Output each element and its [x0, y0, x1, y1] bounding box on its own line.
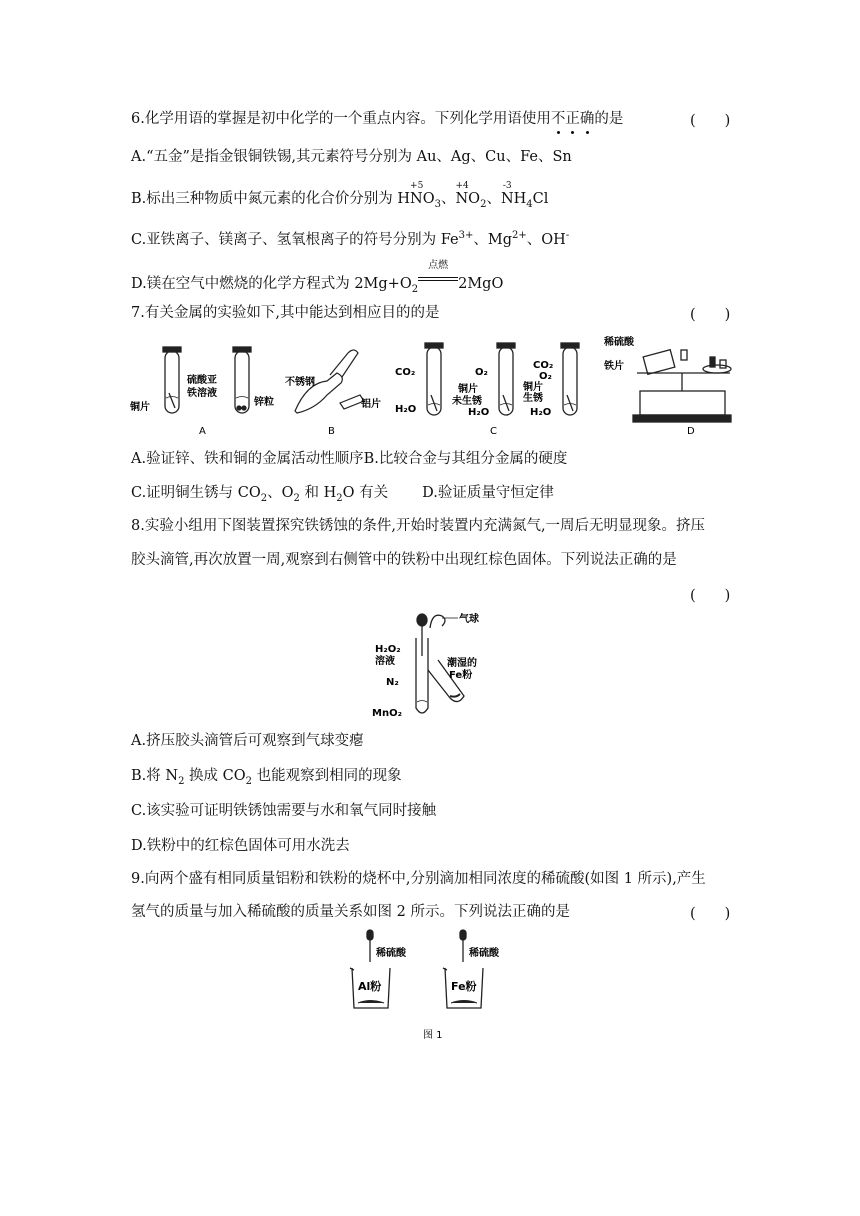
label-mno2: MnO₂ [372, 708, 402, 719]
label-acid-2: 稀硫酸 [469, 948, 499, 959]
caption-b: B [328, 426, 335, 437]
q7-options-ab: A.验证锌、铁和铜的金属活动性顺序B.比较合金与其组分金属的硬度 [131, 451, 568, 467]
q7-stem: 7.有关金属的实验如下,其中能达到相应目的的是 [131, 305, 440, 321]
q9-answer-paren: ( ) [690, 906, 731, 922]
figure-c [425, 343, 579, 415]
label-stainless: 不锈钢 [285, 377, 315, 388]
caption-d: D [687, 426, 695, 437]
figure-1-caption: 图 1 [423, 1030, 443, 1041]
q8-stem-line1: 8.实验小组用下图装置探究铁锈蚀的条件,开始时装置内充满氮气,一周后无明显现象。挤压 [131, 518, 706, 534]
q8-stem-line2: 胶头滴管,再次放置一周,观察到右侧管中的铁粉中出现红棕色固体。下列说法正确的是 [131, 552, 677, 568]
q8-answer-paren: ( ) [690, 588, 731, 604]
q8-option-b: B.将 $N_2$ 换成 $CO_2$ 也能观察到相同的现象 [131, 768, 402, 787]
q6-option-b: B.标出三种物质中氮元素的化合价分别为 H +5 $NO_3$、 +4 $NO_2$、 -3 $NH_4Cl$ [131, 181, 549, 210]
dropper-beakers [350, 930, 483, 1008]
label-wet-1: 潮湿的 [447, 658, 477, 669]
label-c-co2-b: CO₂ [533, 360, 554, 371]
label-c-h2o: H₂O [395, 404, 417, 415]
label-c-o2-b: O₂ [539, 371, 552, 382]
label-balloon: 气球 [459, 614, 479, 625]
figure-d [633, 350, 731, 422]
label-d-iron: 铁片 [604, 361, 624, 372]
label-fe-powder: Fe粉 [451, 980, 477, 993]
label-c-co2: CO₂ [395, 367, 416, 378]
label-zinc: 锌粒 [254, 397, 274, 408]
q7-options-cd: C.证明铜生锈与 $CO_2$、$O_2$ 和 $H_2O$ 有关 D.验证质量守恒定律 [131, 485, 554, 504]
q6-answer-paren: ( ) [690, 113, 731, 129]
label-d-acid: 稀硫酸 [604, 337, 634, 348]
q8-option-a: A.挤压胶头滴管后可观察到气球变瘪 [131, 733, 364, 749]
label-h2o2-1: H₂O₂ [375, 644, 401, 655]
q8-option-d: D.铁粉中的红棕色固体可用水洗去 [131, 838, 350, 854]
label-c-rust: 生锈 [523, 393, 543, 404]
q7-answer-paren: ( ) [690, 307, 731, 323]
q7-figure [125, 333, 735, 443]
q6-option-d: D.镁在空气中燃烧的化学方程式为 $2Mg+O_2$ 点燃 2MgO [131, 260, 504, 295]
label-c-o2: O₂ [475, 367, 488, 378]
label-h2o2-2: 溶液 [375, 656, 395, 667]
label-n2: N₂ [386, 677, 399, 688]
q9-figure-1 [340, 928, 540, 1046]
label-c-copper-2: 铜片 [523, 382, 543, 393]
label-c-h2o-3: H₂O [530, 407, 552, 418]
label-feso4-1: 硫酸亚 [187, 375, 217, 386]
label-c-copper: 铜片 [458, 384, 478, 395]
label-wet-2: Fe粉 [449, 670, 473, 681]
q9-stem-line1: 9.向两个盛有相同质量铝粉和铁粉的烧杯中,分别滴加相同浓度的稀硫酸(如图 1 所示),产生 [131, 871, 706, 887]
label-c-norust: 未生锈 [452, 396, 482, 407]
caption-a: A [199, 426, 206, 437]
caption-c: C [490, 426, 497, 437]
q9-stem-line2: 氢气的质量与加入稀硫酸的质量关系如图 2 所示。下列说法正确的是 [131, 904, 570, 920]
label-acid-1: 稀硫酸 [376, 948, 406, 959]
label-feso4-2: 铁溶液 [187, 388, 217, 399]
q8-figure [370, 610, 500, 725]
label-aluminum: 铝片 [361, 399, 381, 410]
q6-option-a: A.“五金”是指金银铜铁锡,其元素符号分别为 Au、Ag、Cu、Fe、Sn [131, 149, 572, 165]
label-copper-a: 铜片 [130, 402, 150, 413]
q6-stem: 6.化学用语的掌握是初中化学的一个重点内容。下列化学用语使用不正确的是 [131, 111, 624, 127]
q8-option-c: C.该实验可证明铁锈蚀需要与水和氧气同时接触 [131, 803, 437, 819]
q6-option-c: C.亚铁离子、镁离子、氢氧根离子的符号分别为 $Fe^{3+}$、$Mg^{2+}$、OH- [131, 230, 570, 248]
label-c-h2o-2: H₂O [468, 407, 490, 418]
label-al-powder: Al粉 [358, 980, 382, 993]
